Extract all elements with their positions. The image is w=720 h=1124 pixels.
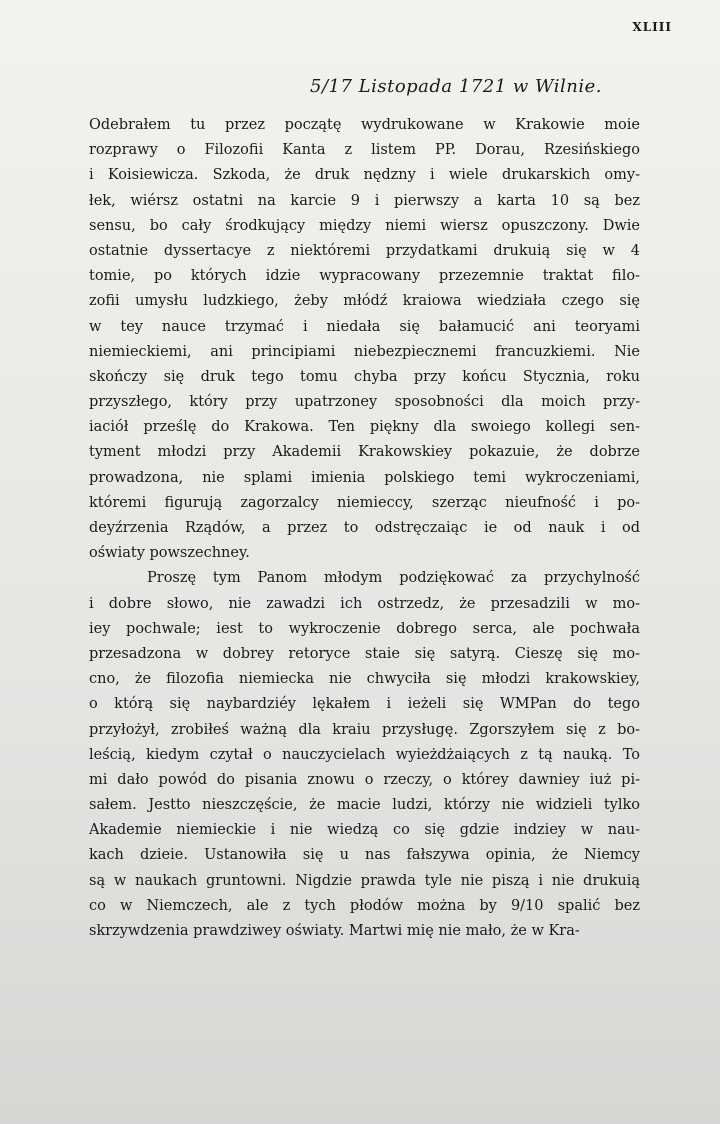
letter-dateline: 5/17 Listopada 1721 w Wilnie. (310, 76, 602, 97)
text-line: iaciół prześlę do Krakowa. Ten piękny dla swoiego kollegi sen- (89, 419, 640, 436)
text-line: deyźrzenia Rządów, a przez to odstręczaiąc ie od nauk i od (89, 520, 640, 536)
text-line: i dobre słowo, nie zawadzi ich ostrzedz, że przesadzili w mo- (89, 595, 640, 612)
text-line: cno, że filozofia niemiecka nie chwyciła się młodzi krakowskiey, (89, 671, 640, 688)
text-line: zofii umysłu ludzkiego, żeby młódź kraiowa wiedziała czego się (89, 293, 640, 310)
text-line: iey pochwale; iest to wykroczenie dobrego serca, ale pochwała (89, 620, 640, 637)
text-line: Proszę tym Panom młodym podziękować za przychylność (147, 570, 640, 587)
text-line: któremi figurują zagorzalcy niemieccy, szerząc nieufność i po- (89, 494, 640, 511)
text-line: sałem. Jestto nieszczęście, że macie ludzi, którzy nie widzieli tylko (89, 797, 640, 814)
text-line: Odebrałem tu przez początę wydrukowane w Krakowie moie (89, 117, 640, 133)
text-line: skończy się druk tego tomu chyba przy końcu Stycznia, roku (89, 368, 640, 385)
text-line: tyment młodzi przy Akademii Krakowskiey pokazuie, że dobrze (89, 444, 640, 461)
text-line: łek, wiérsz ostatni na karcie 9 i pierwszy a karta 10 są bez (89, 192, 640, 209)
text-line: o którą się naybardziéy lękałem i ieżeli się WMPan do tego (89, 696, 640, 713)
text-line: rozprawy o Filozofii Kanta z listem PP. Dorau, Rzesińskiego (89, 142, 640, 159)
text-line: leścią, kiedym czytał o nauczycielach wyieżdżaiących z tą nauką. To (89, 746, 640, 763)
text-line: przesadzona w dobrey retoryce staie się satyrą. Cieszę się mo- (89, 645, 640, 662)
letter-body (89, 113, 640, 944)
text-line: prowadzona, nie splami imienia polskiego temi wykroczeniami, (89, 469, 640, 486)
text-line: tomie, po których idzie wypracowany przezemnie traktat filo- (89, 268, 640, 285)
text-line: w tey nauce trzymać i niedała się bałamucić ani teoryami (89, 318, 640, 335)
page-number: XLIII (632, 20, 672, 34)
text-line: oświaty powszechney. (89, 545, 250, 562)
text-line: kach dzieie. Ustanowiła się u nas fałszywa opinia, że Niemcy (89, 847, 640, 864)
text-line: i Koisiewicza. Szkoda, że druk nędzny i wiele drukarskich omy- (89, 167, 640, 184)
text-line: przyłożył, zrobiłeś ważną dla kraiu przysługę. Zgorszyłem się z bo- (89, 721, 640, 738)
text-line: przyszłego, który przy upatrzoney sposobności dla moich przy- (89, 394, 640, 411)
text-line: mi dało powód do pisania znowu o rzeczy, o którey dawniey iuż pi- (89, 771, 640, 788)
text-line: niemieckiemi, ani principiami niebezpiecznemi francuzkiemi. Nie (89, 343, 640, 360)
text-line: są w naukach gruntowni. Nigdzie prawda tyle nie piszą i nie drukuią (89, 872, 640, 889)
text-line: skrzywdzenia prawdziwey oświaty. Martwi mię nie mało, że w Kra- (89, 923, 580, 939)
text-line: co w Niemczech, ale z tych płodów można by 9/10 spalić bez (89, 897, 640, 914)
text-line: sensu, bo cały środkujący między niemi wiersz opuszczony. Dwie (89, 217, 640, 234)
text-line: Akademie niemieckie i nie wiedzą co się gdzie indziey w nau- (89, 822, 640, 839)
text-line: ostatnie dyssertacye z niektóremi przydatkami drukuią się w 4 (89, 242, 640, 259)
